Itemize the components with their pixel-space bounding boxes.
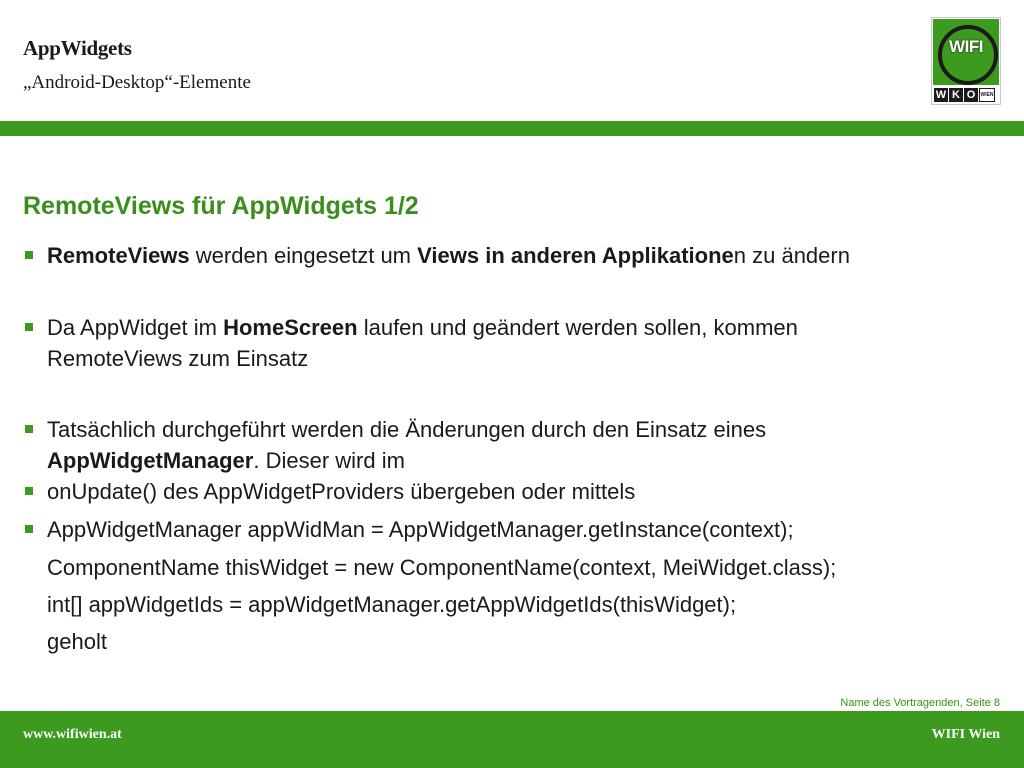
bullet-text-bold: Views in anderen Applikatione — [417, 243, 734, 268]
square-bullet-icon — [25, 487, 33, 495]
bullet-text: . Dieser wird im — [253, 448, 405, 473]
bullet-item-homescreen — [23, 312, 1003, 374]
bullet-list — [23, 240, 1003, 657]
bullet-text: n zu ändern — [733, 243, 850, 268]
square-bullet-icon — [25, 425, 33, 433]
speaker-page-note: Name des Vortragenden, Seite 8 — [840, 697, 1000, 709]
logo-letter-w: W — [935, 89, 947, 101]
spacer — [23, 374, 1003, 414]
slide-title: RemoteViews für AppWidgets 1/2 — [23, 192, 419, 220]
sub-bullet-item — [23, 476, 1003, 507]
code-line: geholt — [47, 629, 107, 654]
bullet-text: laufen und geändert werden sollen, kommen — [357, 315, 798, 340]
sub-bullet-text: AppWidgetManager appWidMan = AppWidgetManager.getInstance(context); — [47, 517, 794, 542]
bullet-item-remoteviews — [23, 240, 1003, 271]
bullet-text: werden eingesetzt um — [189, 243, 418, 268]
spacer — [23, 271, 1003, 312]
logo-letter-k: K — [949, 88, 963, 102]
bullet-item-appwidgetmanager — [23, 414, 1003, 476]
bullet-text: Tatsächlich durchgeführt werden die Änderungen durch den Einsatz eines — [47, 417, 767, 442]
footer-green-band — [0, 711, 1024, 768]
header-green-band — [0, 121, 1024, 136]
sub-bullet-item — [23, 514, 1003, 545]
bullet-text: Da AppWidget im — [47, 315, 224, 340]
square-bullet-icon — [25, 251, 33, 259]
code-line: int[] appWidgetIds = appWidgetManager.getAppWidgetIds(thisWidget); — [47, 592, 737, 617]
square-bullet-icon — [25, 525, 33, 533]
code-line: ComponentName thisWidget = new ComponentName(context, MeiWidget.class); — [47, 555, 837, 580]
presentation-subtitle: „Android-Desktop“-Elemente — [23, 72, 251, 93]
logo-letter-o: O — [964, 88, 978, 102]
logo-green-square — [933, 19, 999, 85]
wifi-wko-logo — [931, 17, 1001, 105]
footer-organization: WIFI Wien — [931, 727, 1000, 742]
footer-website-link[interactable]: www.wifiwien.at — [23, 727, 122, 742]
bullet-text-bold: RemoteViews — [47, 243, 190, 268]
bullet-text-bold: AppWidgetManager — [47, 448, 254, 473]
bullet-text: RemoteViews zum Einsatz — [47, 346, 309, 371]
logo-wko-strip — [934, 88, 995, 102]
logo-wifi-text: WIFI — [949, 37, 983, 56]
square-bullet-icon — [25, 323, 33, 331]
logo-wien-text: WIEN — [979, 88, 995, 102]
sub-bullet-text: onUpdate() des AppWidgetProviders übergeben oder mittels — [47, 479, 636, 504]
presentation-title: AppWidgets — [23, 36, 132, 60]
bullet-text-bold: HomeScreen — [223, 315, 358, 340]
